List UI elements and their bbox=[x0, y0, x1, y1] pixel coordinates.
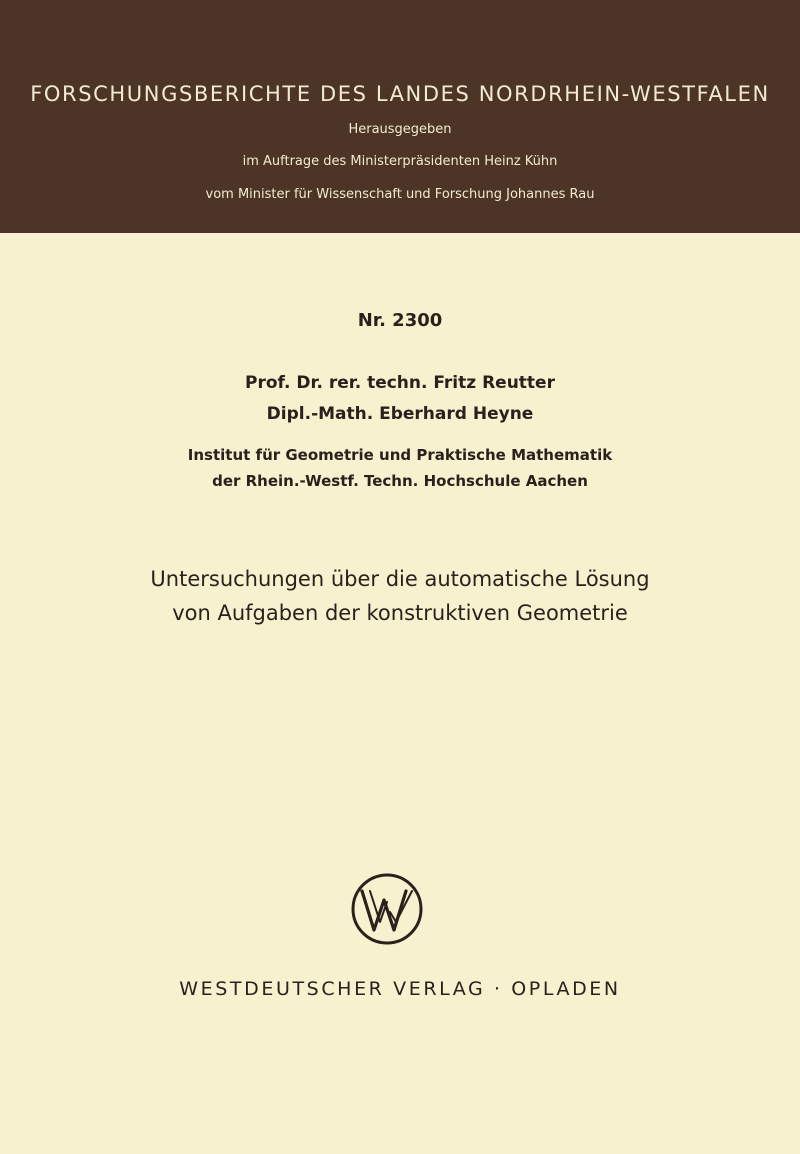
publisher-logo-icon bbox=[350, 872, 424, 946]
institute-line-2: der Rhein.-Westf. Techn. Hochschule Aachen bbox=[212, 472, 588, 490]
series-title: FORSCHUNGSBERICHTE DES LANDES NORDRHEIN-WESTFALEN bbox=[30, 82, 770, 106]
report-number: Nr. 2300 bbox=[357, 310, 443, 331]
book-title-line-2: von Aufgaben der konstruktiven Geometrie bbox=[172, 601, 628, 625]
book-title-line-1: Untersuchungen über die automatische Lösung bbox=[150, 567, 650, 591]
header-band bbox=[0, 0, 800, 233]
institute-line-1: Institut für Geometrie und Praktische Mathematik bbox=[187, 446, 613, 464]
author-2: Dipl.-Math. Eberhard Heyne bbox=[266, 404, 534, 424]
commission-line: im Auftrage des Ministerpräsidenten Heinz Kühn bbox=[242, 154, 558, 169]
editor-line: Herausgegeben bbox=[348, 122, 452, 137]
minister-line: vom Minister für Wissenschaft und Forschung Johannes Rau bbox=[205, 187, 595, 202]
publisher-name: WESTDEUTSCHER VERLAG · OPLADEN bbox=[179, 978, 621, 1000]
author-1: Prof. Dr. rer. techn. Fritz Reutter bbox=[245, 373, 555, 393]
